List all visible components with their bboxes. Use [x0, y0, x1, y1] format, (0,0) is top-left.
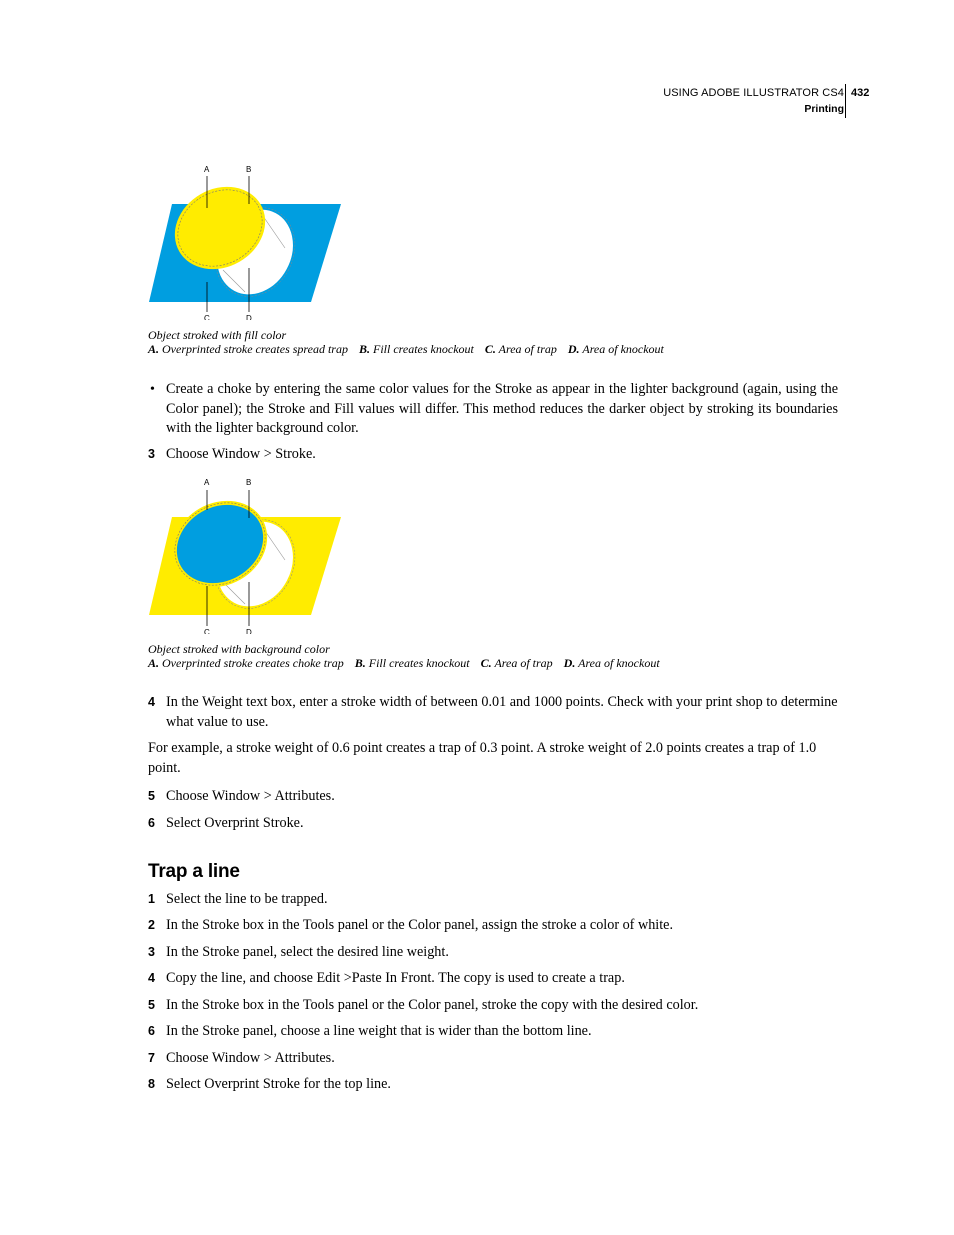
callout-label-a: A — [204, 165, 210, 174]
list-item — [148, 1022, 838, 1042]
caption-item-text: Area of trap — [494, 656, 553, 670]
list-item — [148, 1049, 838, 1069]
bullet-symbol: • — [150, 382, 155, 397]
caption-letter: C. — [484, 342, 496, 356]
caption-item-text: Fill creates knockout — [368, 656, 470, 670]
step-text: Copy the line, and choose Edit >Paste In Front. The copy is used to create a trap. — [166, 970, 625, 986]
caption-item-text: Area of knockout — [578, 656, 660, 670]
caption-items — [148, 656, 668, 670]
caption-letter: B. — [358, 342, 370, 356]
step-number: 2 — [148, 918, 155, 932]
step-number: 5 — [148, 998, 155, 1012]
figure-choke-trap-illustration — [145, 474, 350, 634]
step-number: 4 — [148, 971, 155, 985]
figure-caption — [148, 328, 672, 356]
step-number: 3 — [148, 447, 155, 461]
callout-label-c: C — [204, 314, 210, 320]
caption-item-text: Fill creates knockout — [373, 342, 474, 356]
list-item — [148, 814, 838, 834]
list-item — [148, 996, 838, 1016]
running-header — [544, 85, 844, 117]
callout-label-b: B — [246, 165, 252, 174]
step-text: In the Weight text box, enter a stroke width of between 0.01 and 1000 points. Check with your print shop to determine what value to use. — [166, 694, 838, 730]
header-title: USING ADOBE ILLUSTRATOR CS4 — [663, 87, 844, 99]
caption-item-text: Overprinted stroke creates choke trap — [162, 656, 344, 670]
step-text: In the Stroke panel, choose a line weight that is wider than the bottom line. — [166, 1023, 592, 1039]
step-text: Choose Window > Attributes. — [166, 788, 335, 804]
step-text: In the Stroke panel, select the desired line weight. — [166, 944, 449, 960]
figure-spread-trap — [145, 160, 350, 320]
step-text: In the Stroke box in the Tools panel or the Color panel, stroke the copy with the desired color. — [166, 997, 699, 1013]
step-text: Select Overprint Stroke. — [166, 815, 304, 831]
callout-label-c: C — [204, 628, 210, 634]
step-text: Select the line to be trapped. — [166, 891, 328, 907]
step-number: 7 — [148, 1051, 155, 1065]
caption-items — [148, 342, 672, 356]
section-heading: Trap a line — [148, 861, 240, 882]
list-item — [148, 943, 838, 963]
caption-title: Object stroked with background color — [148, 642, 330, 656]
list-item — [148, 1075, 838, 1095]
list-item — [148, 445, 838, 465]
list-item-text: Create a choke by entering the same color values for the Stroke as appear in the lighter background (again, using the Color panel); the Stroke and Fill values will differ. This method reduces the darker object by stroking its boundaries with the lighter background color. — [166, 381, 838, 436]
step-text: Choose Window > Stroke. — [166, 446, 316, 462]
step-number: 1 — [148, 892, 155, 906]
caption-letter: A. — [148, 656, 160, 670]
callout-label-d: D — [246, 628, 252, 634]
caption-letter: B. — [354, 656, 366, 670]
step-number: 5 — [148, 789, 155, 803]
caption-letter: C. — [480, 656, 492, 670]
caption-letter: D. — [567, 342, 580, 356]
list-item — [148, 693, 838, 732]
caption-item-text: Overprinted stroke creates spread trap — [162, 342, 348, 356]
list-item — [148, 969, 838, 989]
step-number: 6 — [148, 816, 155, 830]
list-item — [148, 890, 838, 910]
figure-choke-trap — [145, 474, 350, 634]
step-number: 8 — [148, 1077, 155, 1091]
step-text: Choose Window > Attributes. — [166, 1050, 335, 1066]
caption-item-text: Area of trap — [498, 342, 557, 356]
step-number: 4 — [148, 695, 155, 709]
caption-letter: A. — [148, 342, 160, 356]
header-section: Printing — [804, 103, 844, 115]
callout-label-a: A — [204, 478, 210, 487]
callout-label-d: D — [246, 314, 252, 320]
caption-item-text: Area of knockout — [582, 342, 664, 356]
step-number: 6 — [148, 1024, 155, 1038]
list-item — [148, 380, 838, 439]
list-item — [148, 916, 838, 936]
page-number: 432 — [851, 87, 870, 99]
caption-letter: D. — [563, 656, 576, 670]
step-text: Select Overprint Stroke for the top line. — [166, 1076, 391, 1092]
list-item — [148, 787, 838, 807]
figure-caption — [148, 642, 668, 670]
header-divider — [845, 84, 846, 118]
figure-spread-trap-illustration — [145, 160, 350, 320]
body-paragraph: For example, a stroke weight of 0.6 point creates a trap of 0.3 point. A stroke weight of 2.0 points creates a trap of 1.0 point. — [148, 740, 817, 776]
step-text: In the Stroke box in the Tools panel or the Color panel, assign the stroke a color of white. — [166, 917, 674, 933]
caption-title: Object stroked with fill color — [148, 328, 287, 342]
step-number: 3 — [148, 945, 155, 959]
callout-label-b: B — [246, 478, 252, 487]
